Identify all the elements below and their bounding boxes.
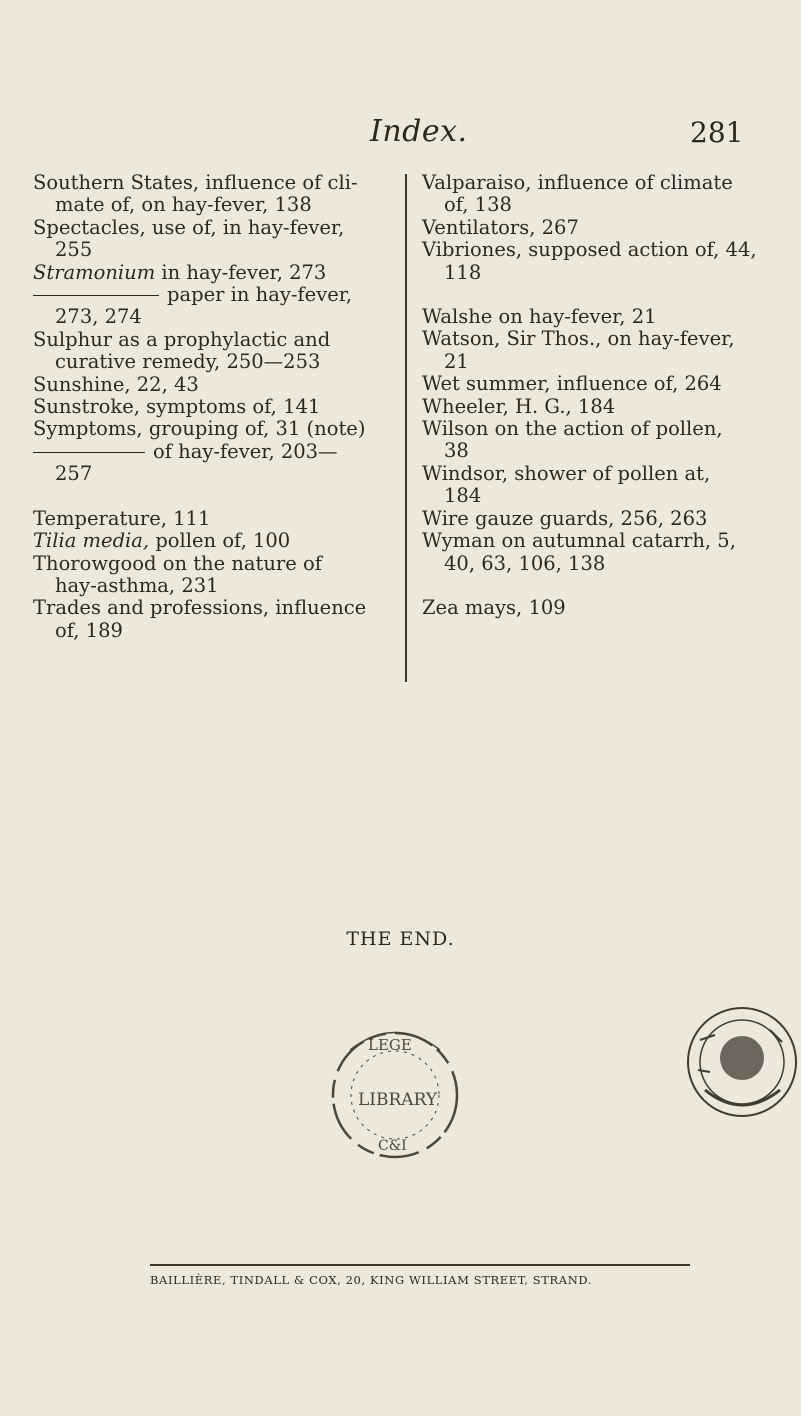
publisher-imprint: BAILLIÈRE, TINDALL & COX, 20, KING WILLIAM STREET, STRAND. xyxy=(150,1273,593,1287)
index-entry xyxy=(422,508,782,530)
index-entry xyxy=(33,262,395,284)
running-title: Index. xyxy=(370,114,468,149)
index-entry xyxy=(33,530,395,552)
entry-text: Windsor, shower of pollen at, 184 xyxy=(422,461,711,508)
entry-italic-term: Tilia media, xyxy=(33,529,150,553)
ditto-dash xyxy=(33,295,159,297)
entry-text: paper in hay-fever, 273, 274 xyxy=(55,283,353,329)
entry-text: Wet summer, influence of, 264 xyxy=(422,372,722,396)
page-number: 281 xyxy=(690,116,744,149)
index-column-right xyxy=(422,172,782,619)
index-entry xyxy=(33,441,395,486)
index-entry xyxy=(422,373,782,395)
entry-text: Wyman on autumnal catarrh, 5, 40, 63, 106, 138 xyxy=(422,529,736,575)
entry-text: of hay-fever, 203— 257 xyxy=(55,439,338,486)
seal-stamp xyxy=(670,1000,801,1130)
index-entry xyxy=(33,396,395,418)
the-end-heading: THE END. xyxy=(346,928,455,950)
index-entry xyxy=(33,597,395,642)
index-entry xyxy=(33,553,395,598)
library-stamp xyxy=(310,1010,480,1185)
index-entry xyxy=(422,172,782,217)
index-entry xyxy=(33,374,395,396)
svg-text:LIBRARY: LIBRARY xyxy=(358,1090,438,1110)
svg-text:C&I: C&I xyxy=(378,1138,407,1154)
index-entry xyxy=(33,418,395,440)
entry-text: Wheeler, H. G., 184 xyxy=(422,394,616,418)
index-entry xyxy=(422,597,782,619)
index-entry xyxy=(33,284,395,329)
index-entry xyxy=(422,217,782,239)
index-entry xyxy=(422,396,782,418)
entry-text: Temperature, 111 xyxy=(33,506,211,530)
entry-text: Vibriones, supposed action of, 44, 118 xyxy=(422,238,757,284)
entry-text: Southern States, influence of cli- mate of, on hay-fever, 138 xyxy=(33,171,358,217)
entry-text: Thorowgood on the nature of hay-asthma, 231 xyxy=(33,551,322,597)
entry-text: Symptoms, grouping of, 31 (note) xyxy=(33,417,366,441)
entry-text: Zea mays, 109 xyxy=(422,595,566,619)
entry-text: Sunshine, 22, 43 xyxy=(33,372,199,396)
svg-text:LEGE: LEGE xyxy=(368,1036,412,1054)
index-entry xyxy=(33,217,395,262)
entry-text: Ventilators, 267 xyxy=(422,215,579,239)
entry-italic-term: Stramonium xyxy=(33,260,156,284)
entry-text: Sulphur as a prophylactic and curative remedy, 250—253 xyxy=(33,327,331,374)
index-entry xyxy=(422,328,782,373)
index-entry xyxy=(33,329,395,374)
entry-text: Valparaiso, influence of climate of, 138 xyxy=(422,171,733,217)
entry-text: Sunstroke, symptoms of, 141 xyxy=(33,395,321,419)
index-entry xyxy=(422,463,782,508)
entry-text: Walshe on hay-fever, 21 xyxy=(422,305,657,329)
index-entry xyxy=(422,530,782,575)
index-entry xyxy=(33,172,395,217)
entry-text: Wilson on the action of pollen, 38 xyxy=(422,417,723,463)
imprint-rule xyxy=(150,1264,690,1266)
ditto-dash xyxy=(33,452,145,454)
entry-text: in hay-fever, 273 xyxy=(155,260,327,284)
index-entry xyxy=(422,418,782,463)
entry-text: Watson, Sir Thos., on hay-fever, 21 xyxy=(422,327,735,373)
index-entry xyxy=(422,239,782,284)
entry-text: pollen of, 100 xyxy=(149,529,291,553)
index-column-left xyxy=(33,172,395,642)
entry-text: Wire gauze guards, 256, 263 xyxy=(422,506,708,530)
entry-text: Spectacles, use of, in hay-fever, 255 xyxy=(33,215,345,262)
column-divider xyxy=(405,174,407,682)
index-entry xyxy=(422,306,782,328)
entry-text: Trades and professions, influence of, 189 xyxy=(33,596,367,642)
index-entry xyxy=(33,508,395,530)
